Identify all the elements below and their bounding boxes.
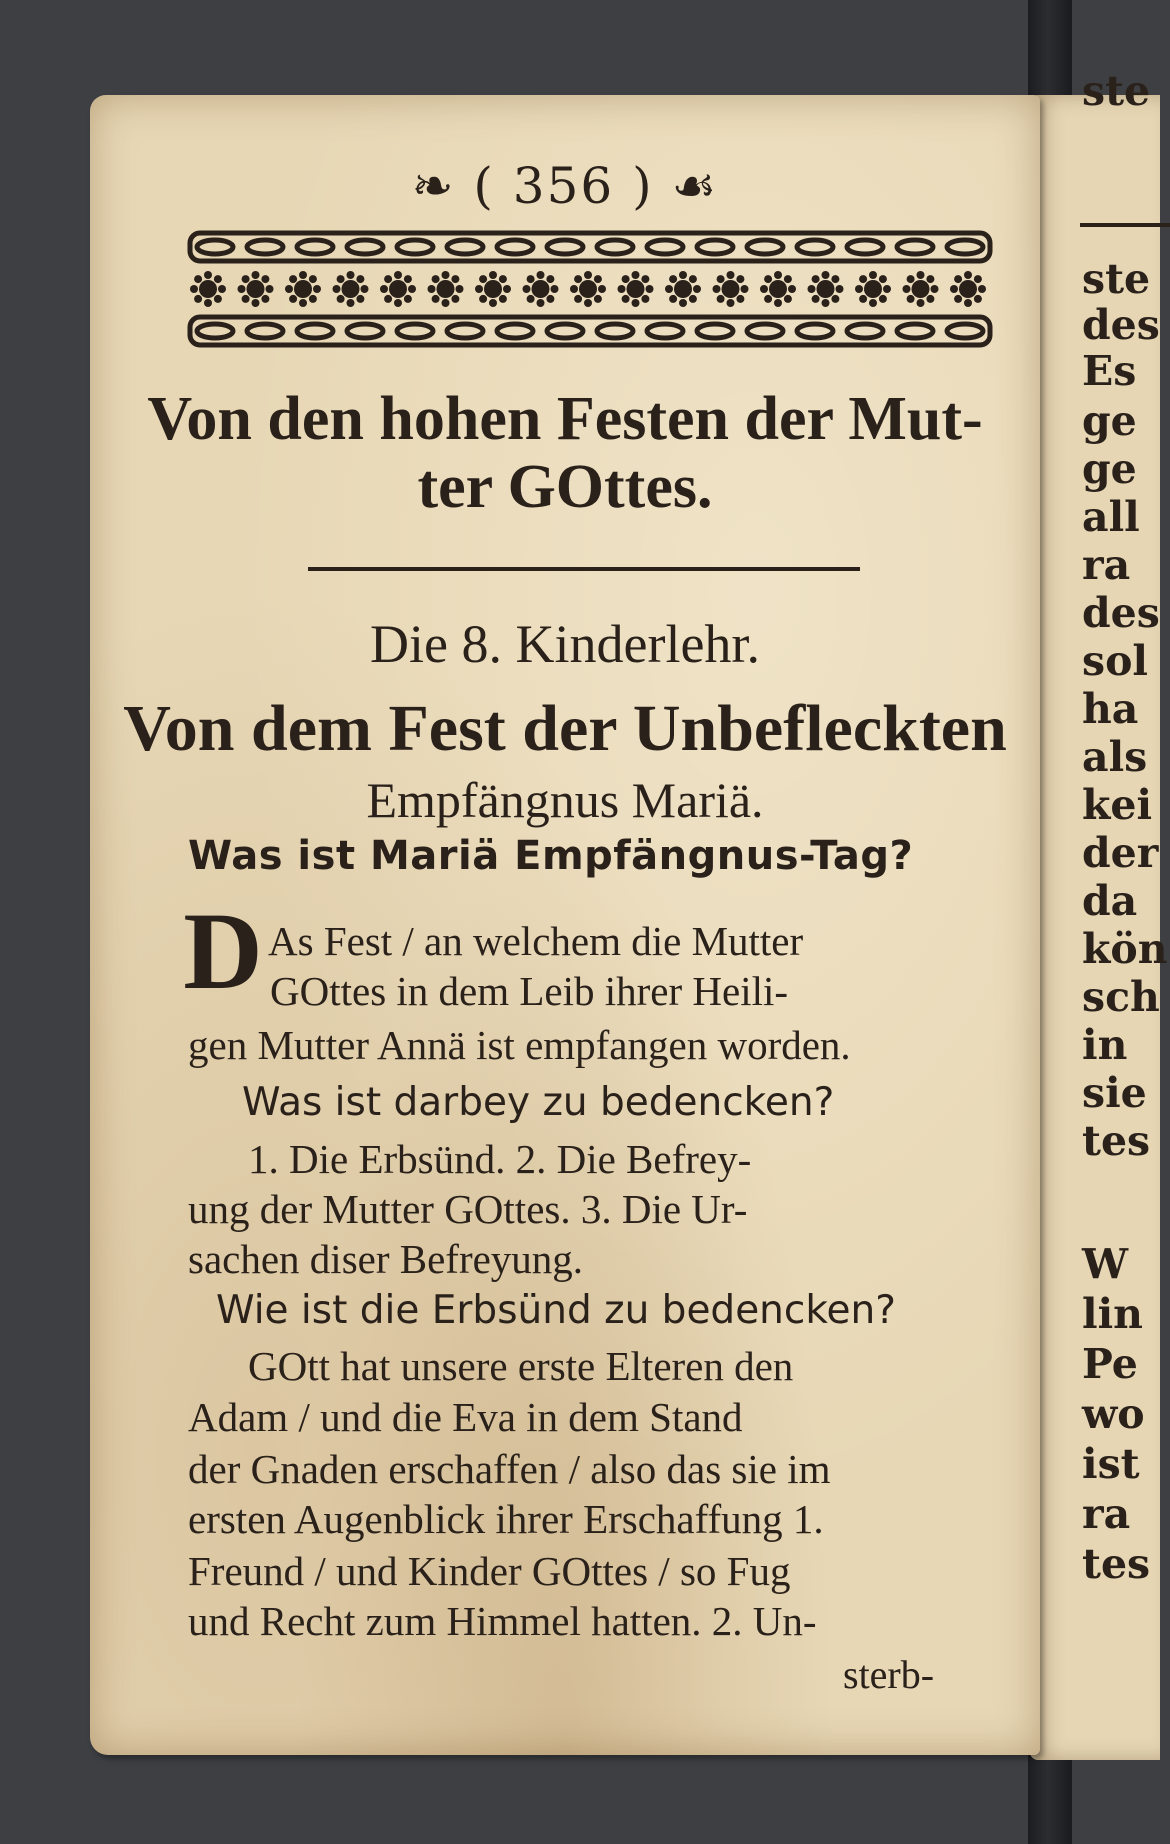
facing-line: ra xyxy=(1082,1490,1131,1538)
facing-page xyxy=(1030,67,1168,1760)
facing-line: Es xyxy=(1082,347,1137,395)
answer-2-line: 1. Die Erbsünd. 2. Die Befrey- xyxy=(248,1136,752,1182)
facing-line: W xyxy=(1082,1240,1129,1288)
facing-line: sol xyxy=(1082,637,1149,685)
chapter-heading-line2: ter GOttes. xyxy=(417,453,713,521)
section-rule xyxy=(308,567,860,571)
facing-line: ra xyxy=(1082,541,1131,589)
answer-1-line: gen Mutter Annä ist empfangen worden. xyxy=(188,1022,851,1068)
facing-line: ge xyxy=(1082,397,1137,445)
catchword: sterb- xyxy=(843,1652,935,1697)
facing-line: kön xyxy=(1082,925,1168,973)
facing-line: wo xyxy=(1082,1390,1145,1438)
facing-line: tes xyxy=(1082,1540,1151,1588)
facing-line: Pe xyxy=(1082,1340,1138,1388)
facing-line: ist xyxy=(1082,1440,1140,1488)
answer-1-line: GOttes in dem Leib ihrer Heili- xyxy=(270,968,789,1014)
answer-2-line: ung der Mutter GOttes. 3. Die Ur- xyxy=(188,1186,748,1232)
facing-line: ste xyxy=(1082,255,1151,303)
facing-line: lin xyxy=(1082,1290,1143,1338)
facing-rule xyxy=(1080,223,1170,227)
page-number xyxy=(90,157,1040,215)
facing-line: kei xyxy=(1082,781,1153,829)
facing-line: tes xyxy=(1082,1117,1151,1165)
chapter-heading xyxy=(90,385,1040,521)
question-3: Wie ist die Erbsünd zu bedencken? xyxy=(216,1288,896,1333)
feast-title: Von dem Fest der Unbefleckten xyxy=(123,692,1007,765)
chapter-heading-line1: Von den hohen Festen der Mut- xyxy=(147,385,983,453)
facing-line: der xyxy=(1082,829,1159,877)
answer-2-line: sachen diser Befreyung. xyxy=(188,1236,584,1282)
page-number-text: ( 356 ) xyxy=(473,157,654,215)
facing-line: all xyxy=(1082,493,1140,541)
answer-3-line: Freund / und Kinder GOttes / so Fug xyxy=(188,1548,791,1594)
facing-line: sch xyxy=(1082,973,1160,1021)
answer-3-line: und Recht zum Himmel hatten. 2. Un- xyxy=(188,1598,817,1644)
facing-line: ste xyxy=(1082,67,1151,115)
facing-line: als xyxy=(1082,733,1148,781)
book-page xyxy=(90,95,1040,1755)
answer-3-line: der Gnaden erschaffen / also das sie im xyxy=(188,1446,831,1492)
facing-line: sie xyxy=(1082,1069,1147,1117)
answer-3-line: GOtt hat unsere erste Elteren den xyxy=(248,1343,794,1389)
facing-line: ge xyxy=(1082,445,1137,493)
question-1: Was ist Mariä Empfängnus-Tag? xyxy=(188,833,914,879)
drop-cap: D xyxy=(183,890,263,1012)
answer-1-line: As Fest / an welchem die Mutter xyxy=(268,918,804,964)
facing-line: da xyxy=(1082,877,1138,925)
ornament-fleuron-left-icon: ❧ xyxy=(411,157,474,215)
facing-line: des xyxy=(1082,589,1160,637)
facing-line: des xyxy=(1082,301,1160,349)
answer-3-line: Adam / und die Eva in dem Stand xyxy=(188,1394,743,1440)
feast-subtitle: Empfängnus Mariä. xyxy=(366,772,764,828)
answer-3-line: ersten Augenblick ihrer Erschaffung 1. xyxy=(188,1496,824,1542)
ornament-fleuron-right-icon: ☙ xyxy=(653,157,719,215)
question-2: Was ist darbey zu bedencken? xyxy=(242,1080,835,1125)
facing-line: ha xyxy=(1082,685,1139,733)
facing-line: in xyxy=(1082,1021,1128,1069)
lesson-title: Die 8. Kinderlehr. xyxy=(370,614,760,674)
